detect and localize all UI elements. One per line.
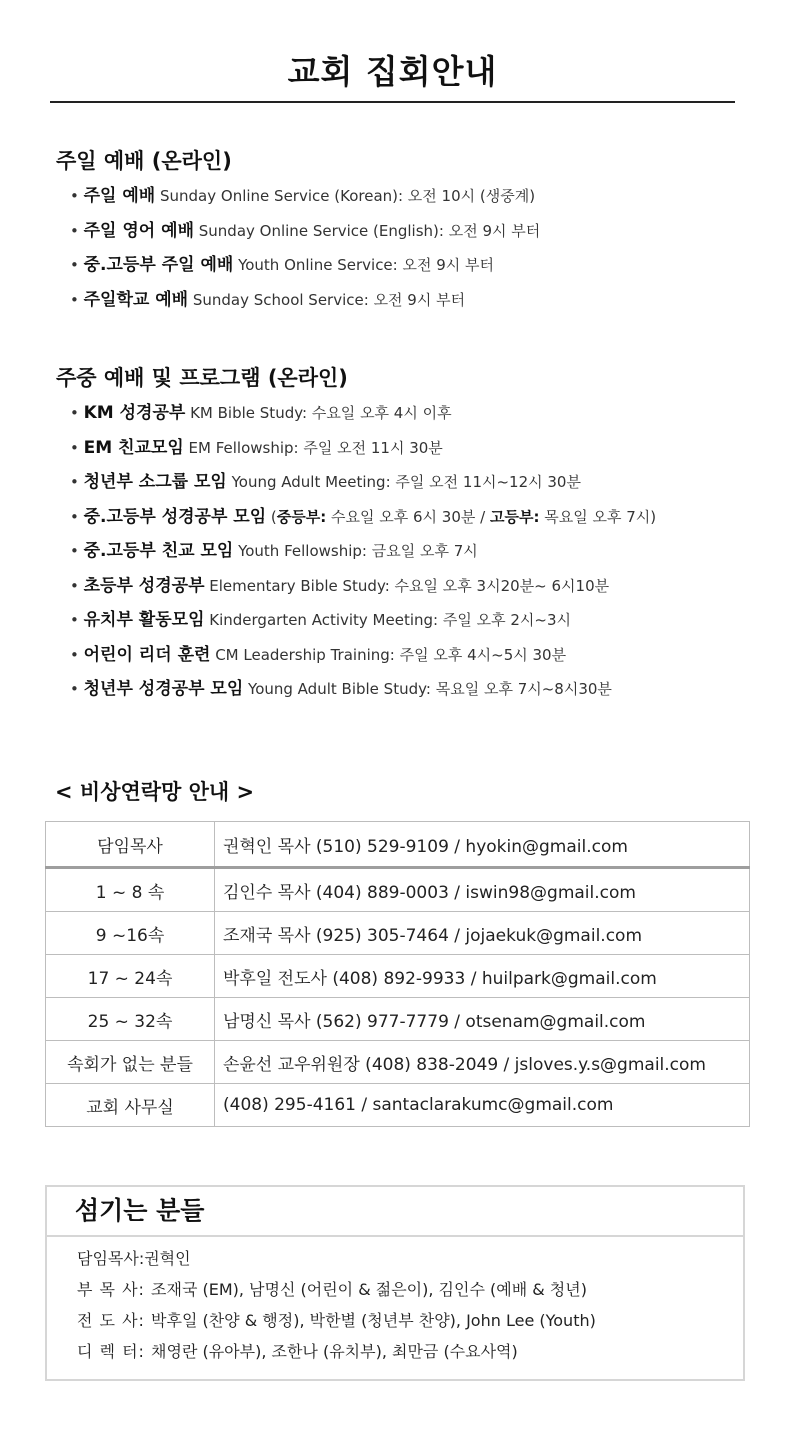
program-name: 어린이 리더 훈련 bbox=[83, 644, 211, 665]
bullet: • bbox=[70, 507, 84, 526]
program-name: KM 성경공부 bbox=[83, 403, 186, 423]
staff-names: 박후일 (찬양 & 행정), 박한별 (청년부 찬양), John Lee (Youth) bbox=[151, 1311, 596, 1330]
bullet: • bbox=[70, 473, 84, 491]
table-row bbox=[46, 1041, 750, 1084]
contact-info: 남명신 목사 (562) 977-7779 / otsenam@gmail.com bbox=[215, 998, 750, 1041]
staff-role-label: 담임목사: bbox=[77, 1249, 145, 1268]
service-name: 주일학교 예배 bbox=[83, 289, 189, 310]
staff-role-label: 디 렉 터: bbox=[77, 1342, 152, 1361]
contact-info: 권혁인 목사 (510) 529-9109 / hyokin@gmail.com bbox=[215, 822, 750, 868]
program-name: 초등부 성경공부 bbox=[83, 575, 205, 596]
table-row bbox=[46, 1084, 750, 1127]
program-detail: Young Adult Bible Study: 목요일 오후 7시~8시30분 bbox=[243, 680, 612, 698]
table-row bbox=[46, 955, 750, 998]
service-detail: Sunday Online Service (Korean): 오전 10시 (생중계) bbox=[155, 187, 536, 205]
title-divider bbox=[50, 101, 735, 103]
table-row bbox=[46, 868, 750, 912]
bullet: • bbox=[70, 187, 84, 205]
high-school-label: 고등부: bbox=[489, 507, 540, 526]
program-detail: Young Adult Meeting: 주일 오전 11시~12시 30분 bbox=[226, 473, 581, 491]
program-name: 중.고등부 친교 모임 bbox=[83, 541, 234, 561]
staff-names: 채영란 (유아부), 조한나 (유치부), 최만금 (수요사역) bbox=[151, 1342, 518, 1361]
list-item bbox=[70, 569, 656, 604]
program-name: 청년부 성경공부 모임 bbox=[83, 679, 244, 699]
contact-role: 교회 사무실 bbox=[46, 1084, 215, 1127]
list-item bbox=[70, 534, 656, 569]
sunday-services-heading: 주일 예배 (온라인) bbox=[56, 149, 232, 173]
list-item bbox=[70, 396, 656, 431]
contact-info: 손윤선 교우위원장 (408) 838-2049 / jsloves.y.s@gmail.com bbox=[215, 1041, 750, 1084]
list-item bbox=[70, 431, 656, 466]
staff-list bbox=[47, 1237, 743, 1367]
table-row bbox=[46, 912, 750, 955]
service-name: 중.고등부 주일 예배 bbox=[83, 255, 234, 275]
list-item bbox=[70, 638, 656, 673]
bullet: • bbox=[70, 290, 84, 309]
program-detail: Youth Fellowship: 금요일 오후 7시 bbox=[233, 542, 478, 560]
bullet: • bbox=[70, 611, 84, 629]
program-name: EM 친교모임 bbox=[83, 437, 184, 458]
list-item bbox=[70, 672, 656, 707]
program-name: 중.고등부 성경공부 모임 bbox=[83, 506, 267, 527]
list-item bbox=[70, 283, 540, 318]
program-detail-open: ( bbox=[266, 507, 277, 526]
contact-role: 담임목사 bbox=[46, 822, 215, 868]
bullet: • bbox=[70, 645, 84, 664]
bullet: • bbox=[70, 404, 84, 422]
contact-role: 속회가 없는 분들 bbox=[46, 1041, 215, 1084]
staff-role-label: 부 목 사: bbox=[77, 1280, 152, 1299]
program-name: 청년부 소그룹 모임 bbox=[83, 472, 227, 492]
bullet: • bbox=[70, 221, 84, 240]
program-name: 유치부 활동모임 bbox=[83, 610, 205, 630]
table-row bbox=[46, 822, 750, 868]
middle-school-label: 중등부: bbox=[276, 507, 327, 526]
program-detail: Elementary Bible Study: 수요일 오후 3시20분~ 6시10분 bbox=[204, 576, 610, 595]
table-row bbox=[46, 998, 750, 1041]
contact-role: 25 ~ 32속 bbox=[46, 998, 215, 1041]
sunday-services-list bbox=[70, 179, 540, 317]
staff-row bbox=[77, 1305, 743, 1336]
service-detail: Youth Online Service: 오전 9시 부터 bbox=[233, 256, 495, 274]
staff-role-label: 전 도 사: bbox=[77, 1311, 152, 1330]
service-name: 주일 예배 bbox=[83, 186, 156, 206]
list-item bbox=[70, 500, 656, 535]
list-item bbox=[70, 603, 656, 638]
contact-info: (408) 295-4161 / santaclarakumc@gmail.com bbox=[215, 1084, 750, 1127]
list-item bbox=[70, 214, 540, 249]
contact-info: 박후일 전도사 (408) 892-9933 / huilpark@gmail.com bbox=[215, 955, 750, 998]
program-detail: EM Fellowship: 주일 오전 11시 30분 bbox=[183, 438, 443, 457]
list-item bbox=[70, 248, 540, 283]
contact-role: 9 ~16속 bbox=[46, 912, 215, 955]
weekday-programs-heading: 주중 예배 및 프로그램 (온라인) bbox=[56, 366, 348, 390]
service-detail: Sunday Online Service (English): 오전 9시 부터 bbox=[194, 221, 541, 240]
contact-role: 17 ~ 24속 bbox=[46, 955, 215, 998]
list-item bbox=[70, 465, 656, 500]
staff-row bbox=[77, 1274, 743, 1305]
bullet: • bbox=[70, 542, 84, 560]
bullet: • bbox=[70, 576, 84, 595]
staff-title: 섬기는 분들 bbox=[47, 1187, 743, 1237]
program-detail: KM Bible Study: 수요일 오후 4시 이후 bbox=[185, 404, 452, 422]
staff-names: 조재국 (EM), 남명신 (어린이 & 젊은이), 김인수 (예배 & 청년) bbox=[151, 1280, 587, 1299]
staff-row bbox=[77, 1336, 743, 1367]
weekday-programs-list bbox=[70, 396, 656, 707]
service-detail: Sunday School Service: 오전 9시 부터 bbox=[188, 290, 466, 309]
program-detail: CM Leadership Training: 주일 오후 4시~5시 30분 bbox=[210, 645, 567, 664]
contact-info: 조재국 목사 (925) 305-7464 / jojaekuk@gmail.com bbox=[215, 912, 750, 955]
staff-names: 권혁인 bbox=[144, 1249, 191, 1268]
staff-box bbox=[45, 1185, 745, 1381]
bullet: • bbox=[70, 256, 84, 274]
program-detail: Kindergarten Activity Meeting: 주일 오후 2시~3시 bbox=[204, 611, 571, 629]
service-name: 주일 영어 예배 bbox=[83, 220, 194, 241]
list-item bbox=[70, 179, 540, 214]
emergency-contacts-heading: < 비상연락망 안내 > bbox=[55, 780, 255, 804]
contact-role: 1 ~ 8 속 bbox=[46, 868, 215, 912]
bullet: • bbox=[70, 680, 84, 698]
page-title: 교회 집회안내 bbox=[287, 52, 498, 91]
contact-info: 김인수 목사 (404) 889-0003 / iswin98@gmail.com bbox=[215, 868, 750, 912]
emergency-contacts-table bbox=[45, 821, 750, 1127]
bullet: • bbox=[70, 438, 84, 457]
staff-row bbox=[77, 1243, 743, 1274]
high-school-time: 목요일 오후 7시) bbox=[539, 507, 657, 526]
middle-school-time: 수요일 오후 6시 30분 / bbox=[326, 507, 490, 526]
